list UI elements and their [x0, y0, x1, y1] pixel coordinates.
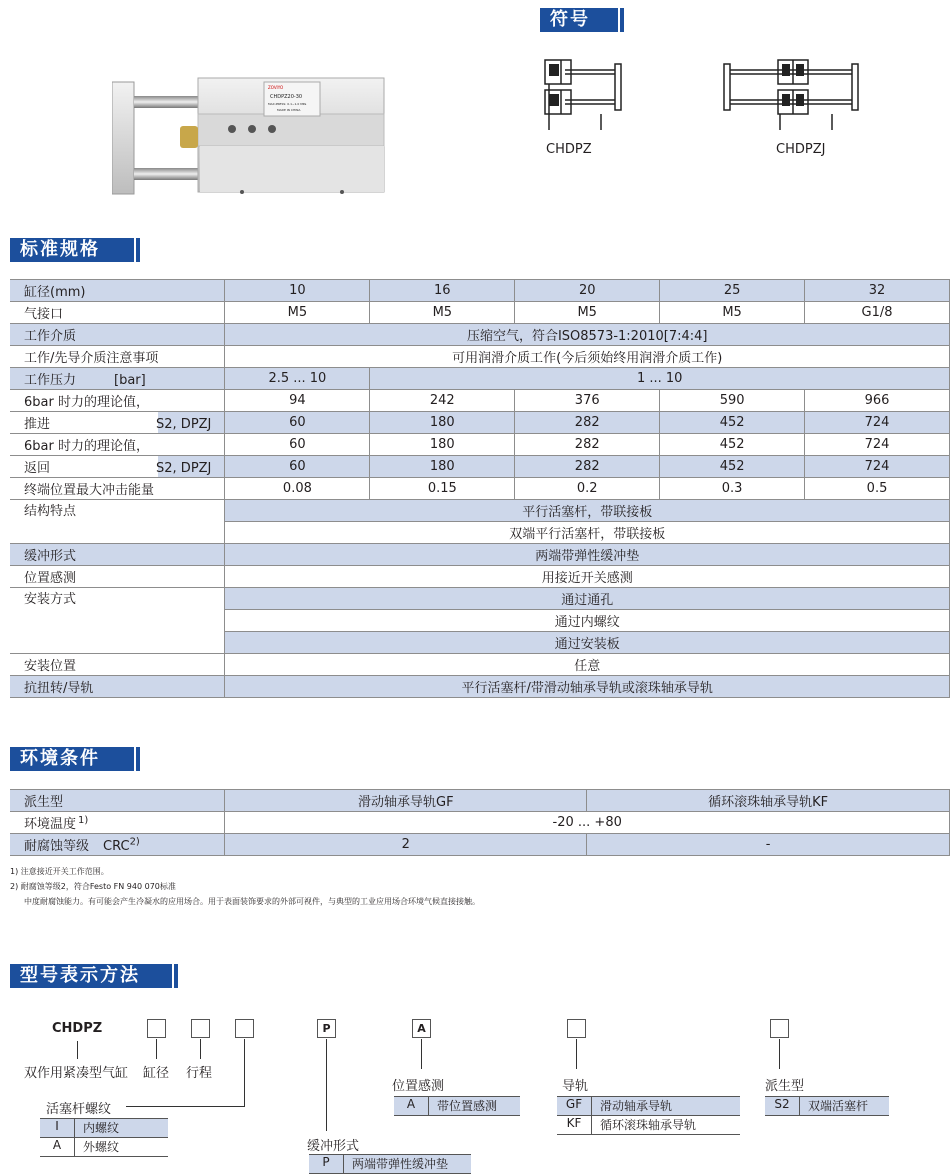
order-bore: 缸径 — [143, 1066, 170, 1081]
order-model: CHDPZ — [52, 1021, 103, 1036]
ret-20: 282 — [515, 434, 660, 456]
env-gf: 滑动轴承导轨GF — [225, 790, 587, 812]
push-16: 242 — [370, 390, 515, 412]
bore-20: 20 — [515, 280, 660, 302]
pilot-label: 工作/先导介质注意事项 — [10, 346, 225, 368]
push-s2-20: 282 — [515, 412, 660, 434]
sense-value: 用接近开关感测 — [225, 566, 950, 588]
bore-32: 32 — [805, 280, 950, 302]
env-crc-label: 耐腐蚀等级 CRC$^{2)}$ — [10, 834, 225, 856]
pos-row — [10, 654, 950, 676]
photo-model: CHDPZ20-30 — [270, 94, 303, 100]
port-16: M5 — [370, 302, 515, 324]
order-box-guide — [567, 1019, 586, 1038]
struct-label: 结构特点 — [10, 500, 225, 544]
push-25: 590 — [660, 390, 805, 412]
bore-16: 16 — [370, 280, 515, 302]
ret-s2-tag: S2, DPZJ — [156, 461, 212, 476]
ret-label: 6bar 时力的理论值， — [10, 434, 225, 456]
ret-s2-label: 返回 S2, DPZJ — [10, 456, 225, 478]
medium-label: 工作介质 — [10, 324, 225, 346]
mount-row-1 — [10, 588, 950, 610]
pressure-10: 2.5 ... 10 — [225, 368, 370, 390]
push-s2-label: 推进 S2, DPZJ — [10, 412, 225, 434]
mount-label: 安装方式 — [10, 588, 225, 654]
photo-brand: ZOVIYO — [268, 85, 284, 90]
port-32: G1/8 — [805, 302, 950, 324]
energy-10: 0.08 — [225, 478, 370, 500]
guide-label: 抗扭转/导轨 — [10, 676, 225, 698]
mount-value-3: 通过安装板 — [225, 632, 950, 654]
bore-row — [10, 280, 950, 302]
thread-a: A 外螺纹 — [40, 1138, 168, 1157]
order-deriv-codes — [765, 1096, 889, 1116]
ret-32: 724 — [805, 434, 950, 456]
order-cush-label: 缓冲形式 — [307, 1139, 360, 1154]
pressure-unit: [bar] — [114, 373, 146, 388]
sense-a: A 带位置感测 — [394, 1097, 520, 1116]
energy-25: 0.3 — [660, 478, 805, 500]
pilot-value: 可用润滑介质工作(今后须始终用润滑介质工作) — [225, 346, 950, 368]
sense-row — [10, 566, 950, 588]
spec-header: 标准规格 — [10, 238, 134, 262]
order-thread-codes — [40, 1118, 168, 1157]
bore-25: 25 — [660, 280, 805, 302]
photo-made: MADE IN CHINA — [277, 108, 301, 112]
pos-label: 安装位置 — [10, 654, 225, 676]
chdpzj-symbol-label: CHDPZJ — [776, 142, 826, 157]
mount-value-1: 通过通孔 — [225, 588, 950, 610]
pressure-row — [10, 368, 950, 390]
struct-value-1: 平行活塞杆，带联接板 — [225, 500, 950, 522]
note-1: 1) 注意接近开关工作范围。 — [10, 867, 109, 876]
ret-s2-row — [10, 456, 950, 478]
order-deriv-label: 派生型 — [765, 1079, 805, 1094]
push-s2-10: 60 — [225, 412, 370, 434]
push-s2-25: 452 — [660, 412, 805, 434]
spec-table — [10, 279, 950, 698]
order-box-p: P — [317, 1019, 336, 1038]
energy-16: 0.15 — [370, 478, 515, 500]
guide-value: 平行活塞杆/带滑动轴承导轨或滚珠轴承导轨 — [225, 676, 950, 698]
order-box-deriv — [770, 1019, 789, 1038]
env-crc-sup: 2) — [129, 836, 140, 848]
pressure-label: 工作压力 [bar] — [10, 368, 225, 390]
env-kf: 循环滚珠轴承导轨KF — [587, 790, 950, 812]
push-s2-row — [10, 412, 950, 434]
order-cyl: 双作用紧凑型气缸 — [24, 1066, 129, 1081]
env-temp-value: -20 ... +80 — [225, 812, 950, 834]
energy-20: 0.2 — [515, 478, 660, 500]
order-guide-codes — [557, 1096, 740, 1135]
port-row — [10, 302, 950, 324]
pilot-row — [10, 346, 950, 368]
struct-row-1 — [10, 500, 950, 522]
push-10: 94 — [225, 390, 370, 412]
ret-s2-10: 60 — [225, 456, 370, 478]
pressure-others: 1 ... 10 — [370, 368, 950, 390]
chdpz-symbol-label: CHDPZ — [546, 142, 592, 157]
push-s2-tag: S2, DPZJ — [156, 417, 212, 432]
ret-s2-32: 724 — [805, 456, 950, 478]
env-table — [10, 789, 950, 856]
push-s2-16: 180 — [370, 412, 515, 434]
deriv-s2: S2 双端活塞杆 — [765, 1097, 889, 1116]
order-box-2 — [191, 1019, 210, 1038]
port-20: M5 — [515, 302, 660, 324]
energy-row — [10, 478, 950, 500]
energy-32: 0.5 — [805, 478, 950, 500]
guide-gf: GF 滑动轴承导轨 — [557, 1097, 740, 1116]
env-temp-label: 环境温度 $^{1)}$ — [10, 812, 225, 834]
ret-25: 452 — [660, 434, 805, 456]
mount-value-2: 通过内螺纹 — [225, 610, 950, 632]
push-20: 376 — [515, 390, 660, 412]
ret-s2-20: 282 — [515, 456, 660, 478]
env-crc-kf: - — [587, 834, 950, 856]
ret-10: 60 — [225, 434, 370, 456]
cylinder-photo — [112, 74, 392, 200]
note-3: 中度耐腐蚀能力。有可能会产生冷凝水的应用场合。用于表面装饰要求的外部可视件，与典型的工业应用场合环境气候直接接触。 — [24, 897, 480, 906]
thread-i: I 内螺纹 — [40, 1119, 168, 1138]
push-s2-32: 724 — [805, 412, 950, 434]
env-crc-row — [10, 834, 950, 856]
ret-s2-25: 452 — [660, 456, 805, 478]
medium-row — [10, 324, 950, 346]
sense-label: 位置感测 — [10, 566, 225, 588]
order-box-1 — [147, 1019, 166, 1038]
ret-16: 180 — [370, 434, 515, 456]
push-row — [10, 390, 950, 412]
push-32: 966 — [805, 390, 950, 412]
order-stroke: 行程 — [186, 1066, 213, 1081]
bore-10: 10 — [225, 280, 370, 302]
order-thread-label: 活塞杆螺纹 — [46, 1102, 112, 1117]
order-guide-label: 导轨 — [562, 1079, 589, 1094]
struct-value-2: 双端平行活塞杆，带联接板 — [225, 522, 950, 544]
energy-label: 终端位置最大冲击能量 — [10, 478, 225, 500]
order-box-a: A — [412, 1019, 431, 1038]
cush-p: P 两端带弹性缓冲垫 — [309, 1155, 471, 1174]
cushion-label: 缓冲形式 — [10, 544, 225, 566]
chdpzj-symbol — [722, 50, 860, 132]
ret-s2-16: 180 — [370, 456, 515, 478]
env-temp-row — [10, 812, 950, 834]
port-10: M5 — [225, 302, 370, 324]
note-2: 2) 耐腐蚀等级2，符合Festo FN 940 070标准 — [10, 882, 176, 891]
cushion-row — [10, 544, 950, 566]
port-label: 气接口 — [10, 302, 225, 324]
env-temp-sup: 1) — [78, 814, 89, 826]
photo-press: MAX.PRESS: 0.1~1.0 MPa — [268, 102, 307, 106]
chdpz-symbol — [535, 50, 625, 132]
order-sense-label: 位置感测 — [392, 1079, 445, 1094]
env-crc-gf: 2 — [225, 834, 587, 856]
env-header: 环境条件 — [10, 747, 134, 771]
guide-kf: KF 循环滚珠轴承导轨 — [557, 1116, 740, 1135]
symbol-header: 符号 — [540, 8, 618, 32]
order-sense-codes — [394, 1096, 520, 1116]
order-cush-codes — [309, 1154, 471, 1174]
cushion-value: 两端带弹性缓冲垫 — [225, 544, 950, 566]
env-type-label: 派生型 — [10, 790, 225, 812]
env-crc-code: CRC — [103, 839, 130, 854]
env-type-row — [10, 790, 950, 812]
port-25: M5 — [660, 302, 805, 324]
bore-label: 缸径(mm) — [10, 280, 225, 302]
ret-row — [10, 434, 950, 456]
pos-value: 任意 — [225, 654, 950, 676]
order-header: 型号表示方法 — [10, 964, 172, 988]
guide-row — [10, 676, 950, 698]
order-box-3 — [235, 1019, 254, 1038]
medium-value: 压缩空气，符合ISO8573-1:2010[7:4:4] — [225, 324, 950, 346]
push-label: 6bar 时力的理论值， — [10, 390, 225, 412]
